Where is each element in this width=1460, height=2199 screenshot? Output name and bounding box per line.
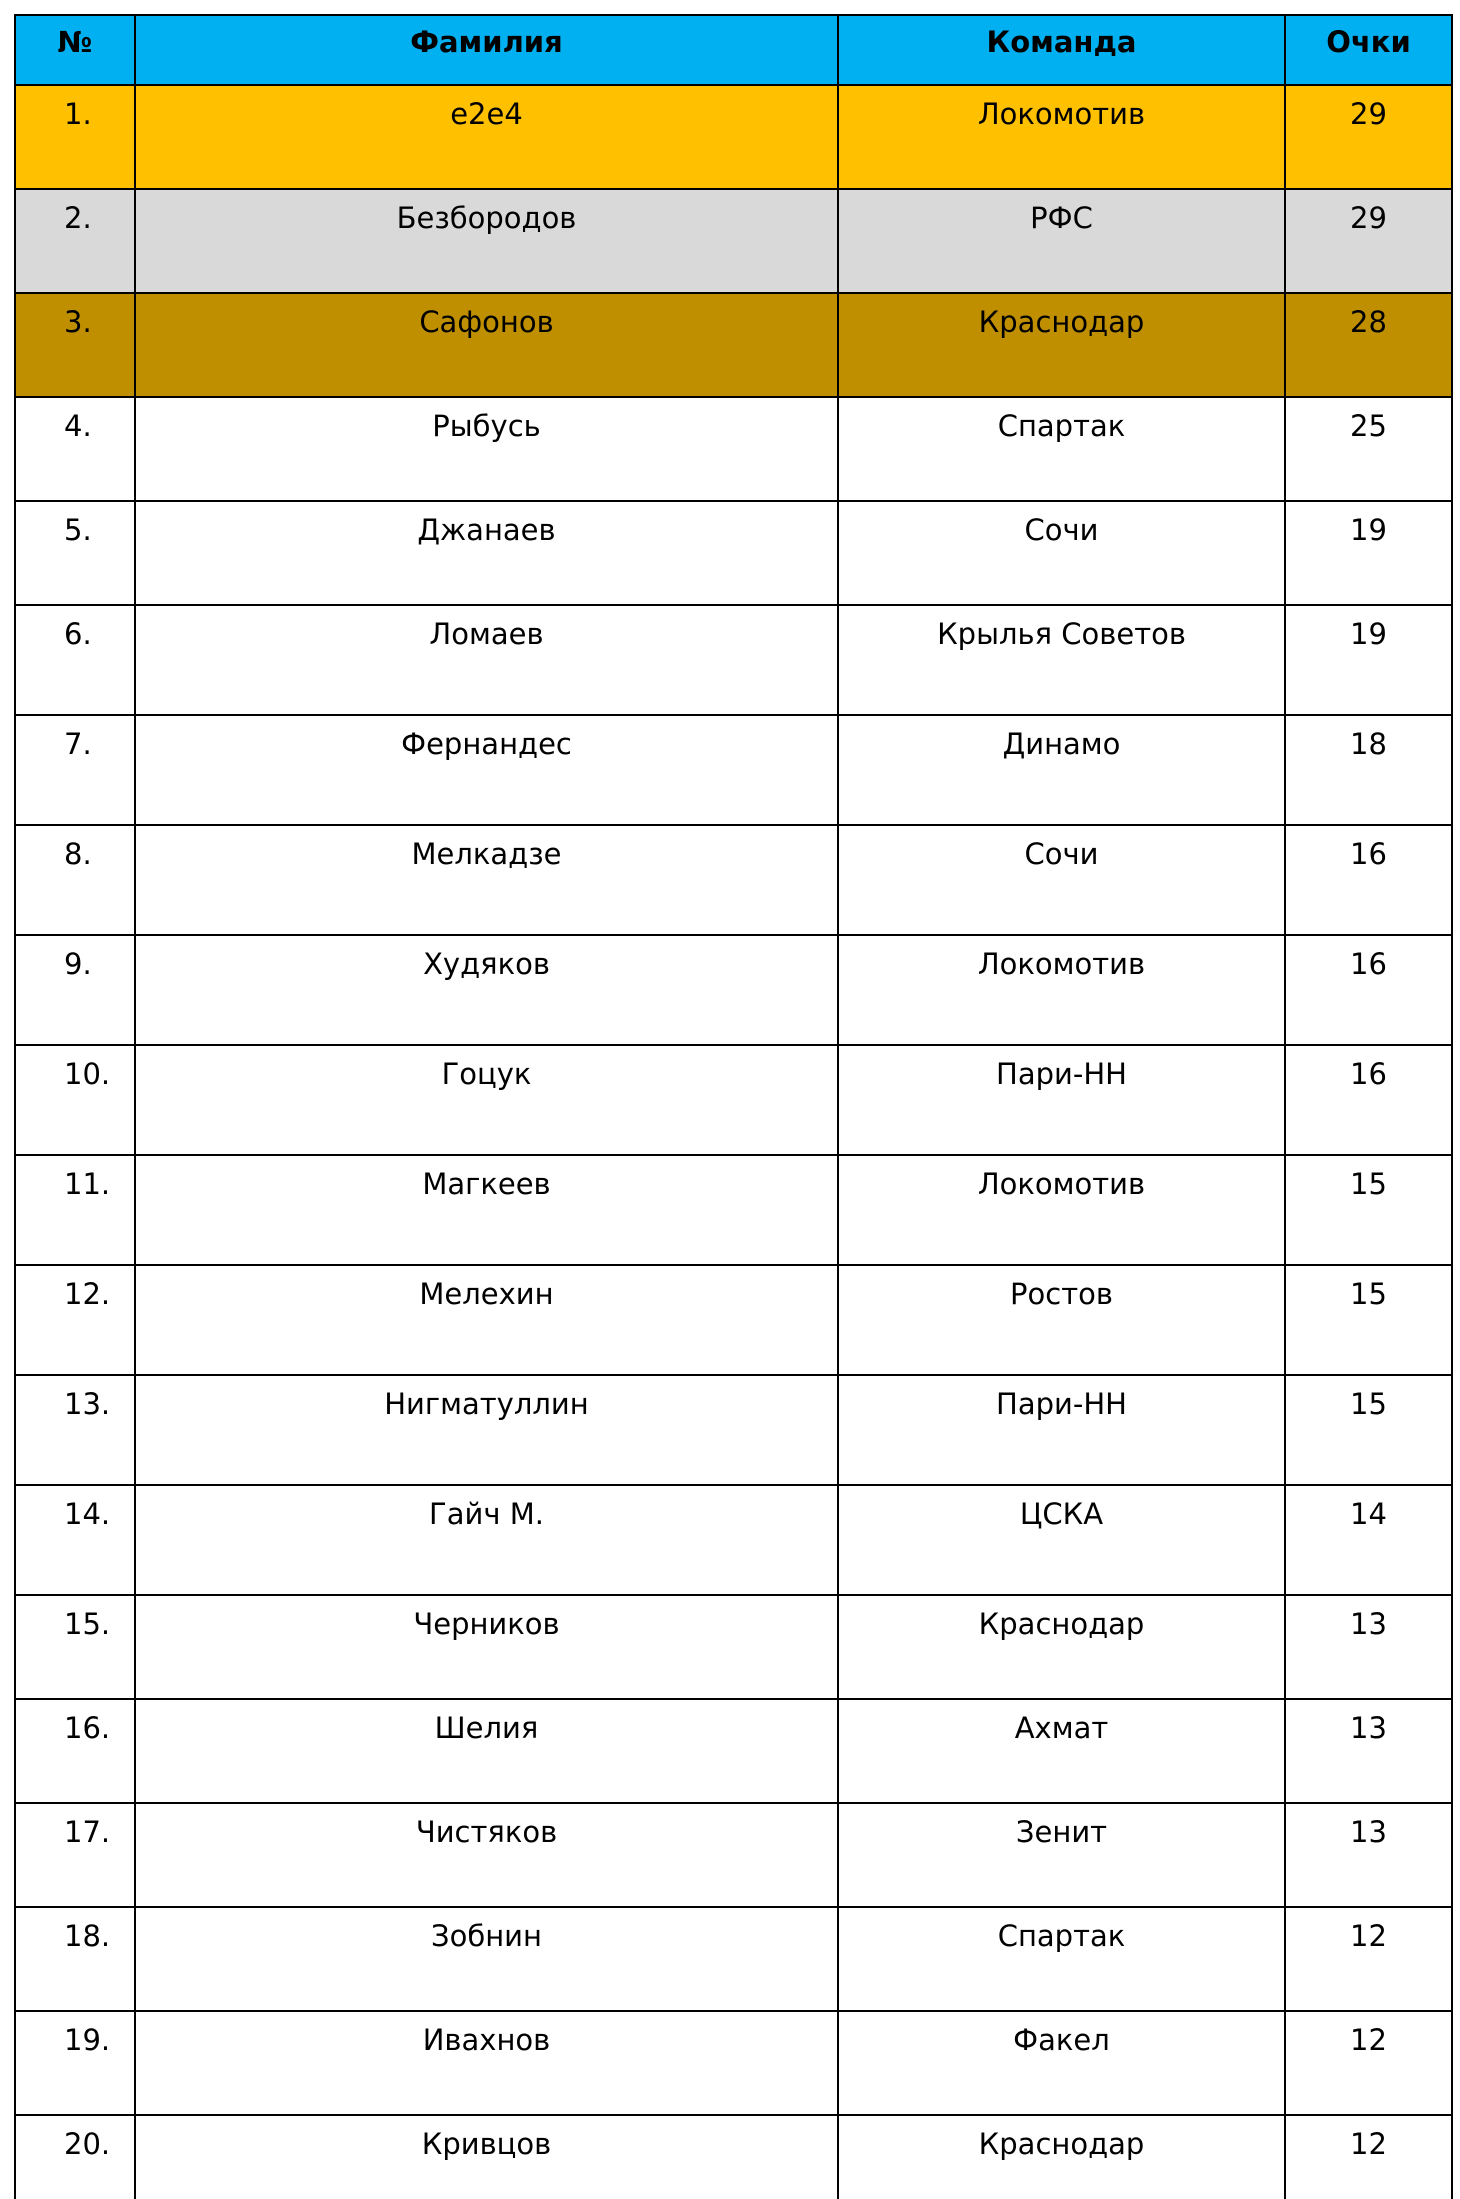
header-num: № [15,15,135,85]
row-number: 3. [15,293,135,397]
row-points: 16 [1285,935,1452,1045]
row-number: 8. [15,825,135,935]
row-surname: Ломаев [135,605,838,715]
row-number: 11. [15,1155,135,1265]
row-team: Динамо [838,715,1285,825]
row-number: 16. [15,1699,135,1803]
row-team: Ростов [838,1265,1285,1375]
row-number: 18. [15,1907,135,2011]
row-team: Краснодар [838,293,1285,397]
table-row [15,85,1452,189]
row-number: 14. [15,1485,135,1595]
row-team: Спартак [838,1907,1285,2011]
row-points: 18 [1285,715,1452,825]
row-number: 9. [15,935,135,1045]
row-number: 15. [15,1595,135,1699]
row-points: 15 [1285,1265,1452,1375]
row-surname: Кривцов [135,2115,838,2199]
row-points: 13 [1285,1803,1452,1907]
row-team: Пари-НН [838,1045,1285,1155]
row-surname: Рыбусь [135,397,838,501]
header-points: Очки [1285,15,1452,85]
row-points: 14 [1285,1485,1452,1595]
table-row [15,1155,1452,1265]
table-row [15,1595,1452,1699]
row-surname: Безбородов [135,189,838,293]
row-surname: Гоцук [135,1045,838,1155]
row-number: 20. [15,2115,135,2199]
table-header-row [15,15,1452,85]
row-surname: Чистяков [135,1803,838,1907]
row-surname: Зобнин [135,1907,838,2011]
row-surname: Гайч М. [135,1485,838,1595]
row-points: 28 [1285,293,1452,397]
row-team: Сочи [838,825,1285,935]
row-points: 12 [1285,1907,1452,2011]
row-points: 15 [1285,1375,1452,1485]
row-team: Сочи [838,501,1285,605]
standings-table-wrapper [14,14,1451,2199]
row-team: Факел [838,2011,1285,2115]
table-row [15,2115,1452,2199]
row-team: РФС [838,189,1285,293]
standings-table [14,14,1453,2199]
row-team: Пари-НН [838,1375,1285,1485]
row-points: 29 [1285,189,1452,293]
row-surname: Мелехин [135,1265,838,1375]
row-number: 1. [15,85,135,189]
row-points: 16 [1285,1045,1452,1155]
table-row [15,189,1452,293]
table-row [15,605,1452,715]
row-surname: Джанаев [135,501,838,605]
row-team: ЦСКА [838,1485,1285,1595]
table-row [15,1375,1452,1485]
row-team: Зенит [838,1803,1285,1907]
table-row [15,293,1452,397]
row-surname: Магкеев [135,1155,838,1265]
row-points: 12 [1285,2011,1452,2115]
row-team: Краснодар [838,1595,1285,1699]
row-points: 13 [1285,1699,1452,1803]
table-row [15,825,1452,935]
row-number: 19. [15,2011,135,2115]
row-number: 7. [15,715,135,825]
table-row [15,1485,1452,1595]
header-surname: Фамилия [135,15,838,85]
table-row [15,501,1452,605]
table-row [15,1045,1452,1155]
row-team: Краснодар [838,2115,1285,2199]
table-row [15,715,1452,825]
row-team: Локомотив [838,85,1285,189]
table-row [15,1699,1452,1803]
row-surname: Худяков [135,935,838,1045]
row-team: Ахмат [838,1699,1285,1803]
row-points: 12 [1285,2115,1452,2199]
row-surname: Мелкадзе [135,825,838,935]
row-team: Спартак [838,397,1285,501]
row-number: 5. [15,501,135,605]
table-row [15,397,1452,501]
row-surname: e2e4 [135,85,838,189]
header-team: Команда [838,15,1285,85]
row-surname: Сафонов [135,293,838,397]
row-points: 13 [1285,1595,1452,1699]
row-number: 10. [15,1045,135,1155]
row-points: 16 [1285,825,1452,935]
row-number: 17. [15,1803,135,1907]
row-points: 19 [1285,501,1452,605]
row-surname: Черников [135,1595,838,1699]
row-surname: Фернандес [135,715,838,825]
row-team: Локомотив [838,935,1285,1045]
row-points: 15 [1285,1155,1452,1265]
row-number: 6. [15,605,135,715]
row-number: 4. [15,397,135,501]
table-row [15,935,1452,1045]
row-number: 13. [15,1375,135,1485]
row-number: 2. [15,189,135,293]
row-surname: Шелия [135,1699,838,1803]
row-surname: Нигматуллин [135,1375,838,1485]
row-points: 25 [1285,397,1452,501]
row-points: 19 [1285,605,1452,715]
table-row [15,1803,1452,1907]
table-row [15,1265,1452,1375]
row-surname: Ивахнов [135,2011,838,2115]
row-number: 12. [15,1265,135,1375]
table-row [15,1907,1452,2011]
row-team: Локомотив [838,1155,1285,1265]
row-points: 29 [1285,85,1452,189]
row-team: Крылья Советов [838,605,1285,715]
table-row [15,2011,1452,2115]
